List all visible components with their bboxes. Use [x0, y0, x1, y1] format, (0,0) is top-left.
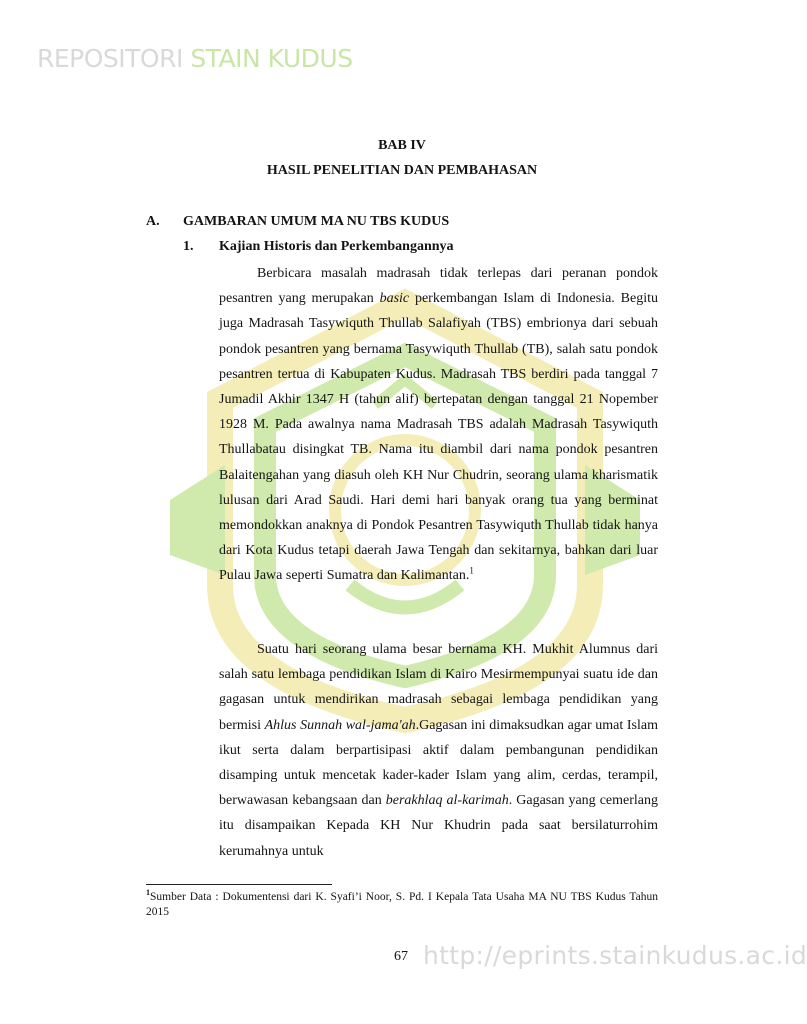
- subsection-number: 1.: [183, 239, 194, 254]
- body-paragraph-2: [219, 637, 658, 864]
- footnote-divider: [146, 884, 332, 885]
- footnote-reference[interactable]: 1: [469, 565, 474, 576]
- paragraph-1-text-c: perkembangan Islam di Indonesia. Begitu juga Madrasah Tasywiquth Thullab Salafiyah (TBS) embrionya dari sebuah pondok pesantren yang bernama Tasywiquth Thullab (TB), salah satu pondok pesantren tertua di Kabupaten Kudus. Madrasah TBS berdiri pada tanggal 7 Jumadil Akhir 1347 H (tahun alif) bertepatan dengan tanggal 21 Nopember 1928 M. Pada awalnya nama Madrasah TBS adalah Madrasah Tasywiquth Thullabatau disingkat TB. Nama itu diambil dari nama pondok pesantren Balaitengahan yang diasuh oleh KH Nur Chudrin, seorang ulama kharismatik lulusan dari Arad Saudi. Hari demi hari banyak orang tua yang berminat memondokkan anaknya di Pondok Pesantren Tasywiquth Thullab tidak hanya dari Kota Kudus tetapi daerah Jawa Tengah dan sekitarnya, bahkan dari luar Pulau Jawa seperti Sumatra dan Kalimantan.: [219, 291, 658, 584]
- body-paragraph-1: [219, 261, 658, 589]
- section-number: A.: [146, 214, 160, 229]
- repository-watermark-part1: REPOSITORI: [37, 44, 191, 73]
- footnote-number: 1: [146, 888, 150, 898]
- page-number: 67: [394, 949, 408, 964]
- paragraph-2-italic-term-1: Ahlus Sunnah wal-jama'ah: [264, 717, 416, 733]
- paragraph-1-text-a: Berbicara masalah madrasah tidak terlepas dari peranan pondok pesantren yang merupakan: [219, 266, 658, 307]
- paragraph-1-italic-term: basic: [379, 291, 410, 307]
- section-title: GAMBARAN UMUM MA NU TBS KUDUS: [183, 214, 450, 229]
- chapter-title: HASIL PENELITIAN DAN PEMBAHASAN: [266, 163, 538, 178]
- paragraph-2-text-c: .Gagasan ini dimaksudkan agar umat Islam ikut serta dalam berpartisipasi aktif dalam pembangunan pendidikan disamping untuk mencetak kader-kader Islam yang alim, cerdas, terampil, berwawasan kebangsaan dan: [219, 717, 658, 809]
- footnote-text: Sumber Data : Dokumentensi dari K. Syafi’i Noor, S. Pd. I Kepala Tata Usaha MA NU TBS Kudus Tahun 2015: [146, 891, 658, 918]
- chapter-label: BAB IV: [378, 138, 426, 153]
- repository-watermark-part2: STAIN KUDUS: [190, 44, 353, 73]
- subsection-title: Kajian Historis dan Perkembangannya: [219, 239, 454, 254]
- paragraph-2-text-e: . Gagasan yang cemerlang itu disampaikan Kepada KH Nur Khudrin pada saat bersilaturrohim kerumahnya untuk: [219, 793, 658, 859]
- paragraph-2-italic-term-2: berakhlaq al-karimah: [385, 793, 509, 809]
- footnote: [146, 890, 658, 920]
- repository-watermark: [37, 44, 353, 73]
- paragraph-2-text-a: Suatu hari seorang ulama besar bernama KH. Mukhit Alumnus dari salah satu lembaga pendidikan Islam di Kairo Mesirmempunyai suatu ide dan gagasan untuk mendirikan madrasah sebagai lembaga pendidikan yang bermisi: [219, 642, 658, 733]
- repository-url-watermark: http://eprints.stainkudus.ac.id: [423, 941, 807, 970]
